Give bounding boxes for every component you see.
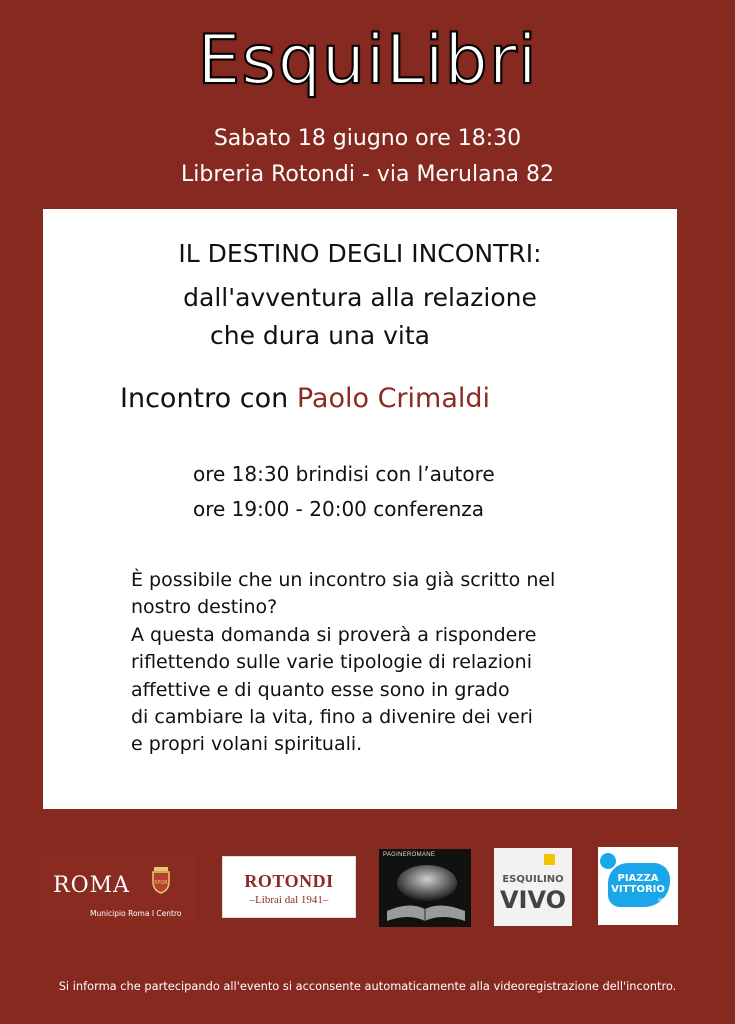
event-location: Libreria Rotondi - via Merulana 82 xyxy=(181,162,554,187)
yellow-square-icon xyxy=(544,854,555,865)
esquilino-logo-line1: ESQUILINO xyxy=(502,874,564,885)
piazza-vittorio-line1: PIAZZA xyxy=(617,873,659,884)
description-line: e propri volani spirituali. xyxy=(131,733,363,756)
description-line: A questa domanda si proverà a rispondere xyxy=(131,623,537,646)
rotondi-logo-subtitle: –Librai dal 1941– xyxy=(249,894,329,906)
event-title-line3: che dura una vita xyxy=(210,321,430,350)
esquilino-logo-line2: VIVO xyxy=(499,886,567,914)
footer-notice: Si informa che partecipando all'evento si acconsente automaticamente alla videoregistrazione dell'incontro. xyxy=(58,979,677,993)
pagine-romane-logo xyxy=(379,849,471,927)
open-book-icon xyxy=(379,849,471,927)
description-line: riflettendo sulle varie tipologie di relazioni xyxy=(131,651,533,674)
piazza-vittorio-logo xyxy=(598,847,678,925)
event-title-line1: IL DESTINO DEGLI INCONTRI: xyxy=(178,239,542,268)
pagine-romane-word: PAGINEROMANE xyxy=(383,852,436,858)
guest-name: Paolo Crimaldi xyxy=(296,383,491,414)
event-date: Sabato 18 giugno ore 18:30 xyxy=(213,126,522,151)
rotondi-logo xyxy=(222,856,356,918)
event-title-line2: dall'avventura alla relazione xyxy=(183,283,537,312)
description-line: È possibile che un incontro sia già scritto nel xyxy=(131,569,556,591)
description-line: nostro destino? xyxy=(131,596,278,619)
blue-dot-icon xyxy=(600,853,616,869)
piazza-vittorio-line2: VITTORIO xyxy=(611,884,665,895)
esquilino-vivo-logo xyxy=(494,848,572,926)
description-line: affettive e di quanto esse sono in grado xyxy=(131,678,510,701)
event-card xyxy=(43,209,677,809)
guest-line xyxy=(120,383,490,414)
svg-text:SPQR: SPQR xyxy=(154,880,168,886)
event-description xyxy=(131,567,651,759)
guest-prefix: Incontro con xyxy=(120,383,289,414)
roma-crest-icon xyxy=(150,866,172,894)
schedule-item: ore 18:30 brindisi con l’autore xyxy=(193,462,495,486)
roma-logo-word: ROMA xyxy=(53,873,131,898)
piazza-vittorio-suffix: aps xyxy=(658,897,667,903)
schedule-item: ore 19:00 - 20:00 conferenza xyxy=(193,497,485,521)
roma-logo xyxy=(40,849,196,925)
description-line: di cambiare la vita, fino a divenire dei veri xyxy=(131,706,533,729)
roma-logo-subtitle: Municipio Roma I Centro xyxy=(90,909,182,918)
page-title: EsquiLibri xyxy=(197,21,538,100)
rotondi-logo-word: ROTONDI xyxy=(244,871,334,891)
